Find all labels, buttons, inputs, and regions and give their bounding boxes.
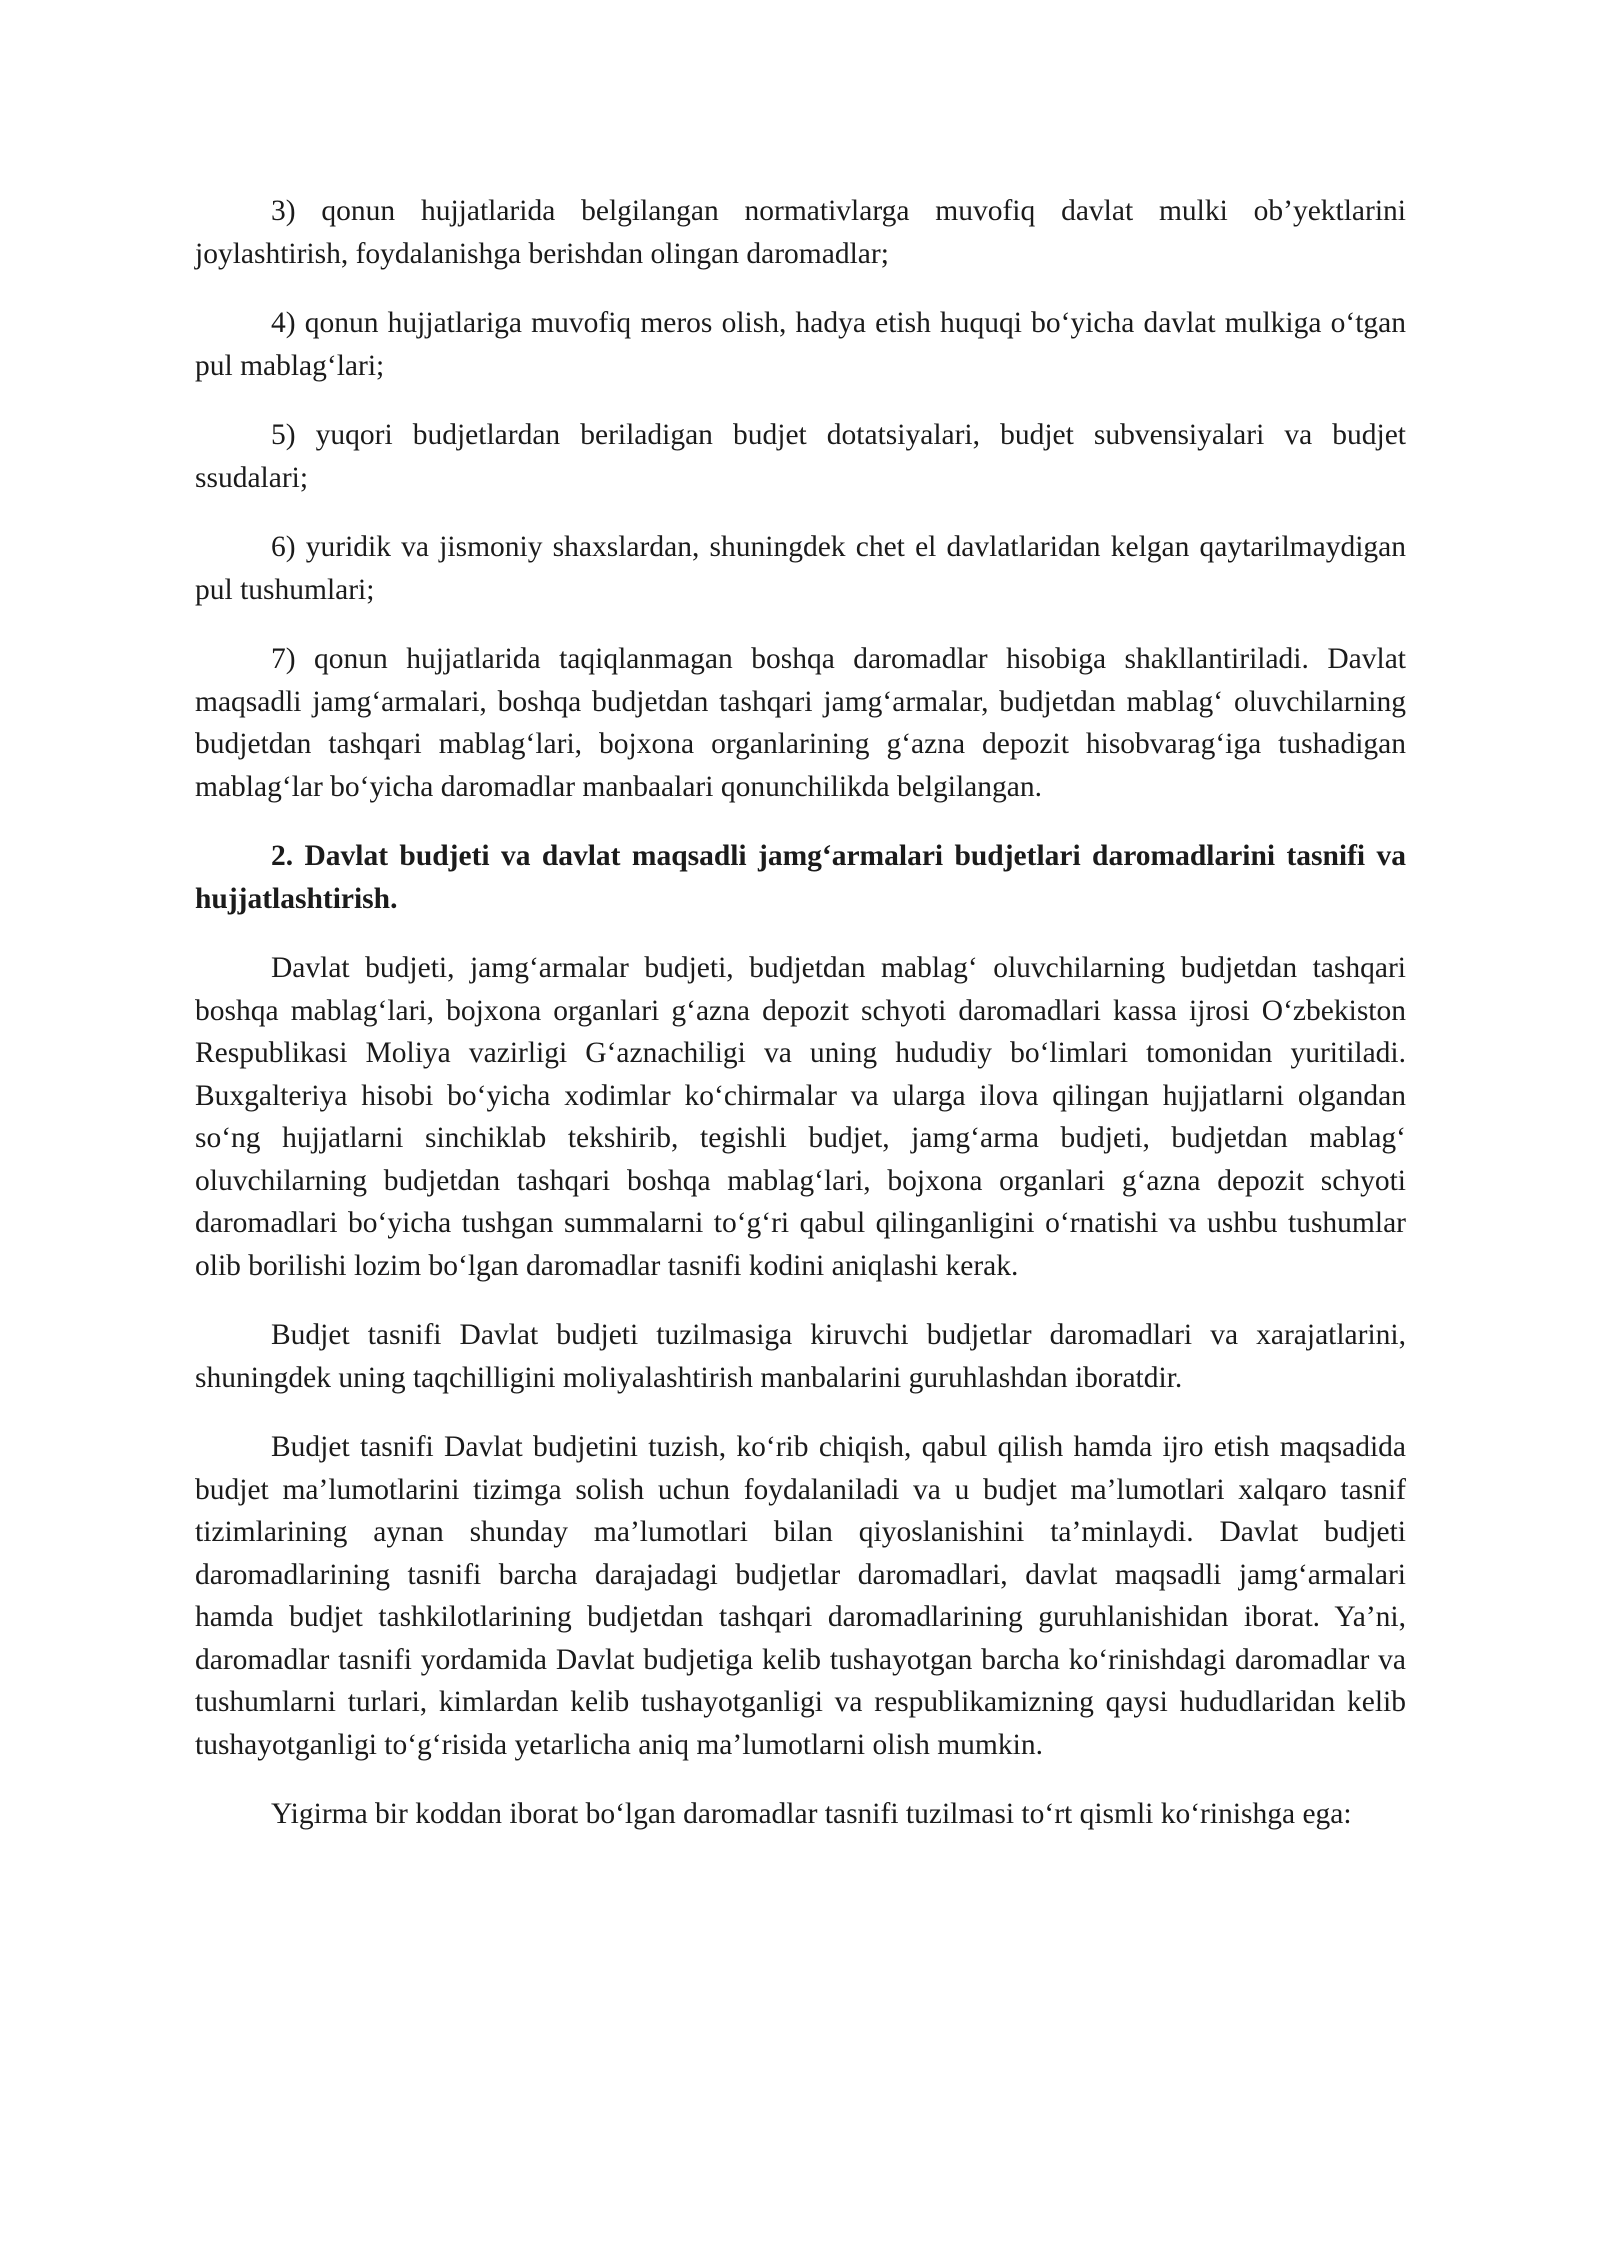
paragraph-item-5: 5) yuqori budjetlardan beriladigan budjet dotatsiyalari, budjet subvensiyalari va budjet ssudalari;	[195, 419, 1406, 494]
section-heading: 2. Davlat budjeti va davlat maqsadli jamg‘armalari budjetlari daromadlarini tasnifi va hujjatlashtirish.	[195, 840, 1406, 915]
document-body	[195, 190, 1406, 1863]
paragraph-treasury-execution: Davlat budjeti, jamg‘armalar budjeti, budjetdan mablag‘ oluvchilarning budjetdan tashqari boshqa mablag‘lari, bojxona organlari g‘azna depozit schyoti daromadlari kassa ijrosi O‘zbekiston Respublikasi Moliya vazirligi G‘aznachiligi va uning hududiy bo‘limlari tomonidan yuritiladi. Buxgalteriya hisobi bo‘yicha xodimlar ko‘chirmalar va ularga ilova qilingan hujjatlarni olgandan so‘ng hujjatlarni sinchiklab tekshirib, tegishli budjet, jamg‘arma budjeti, budjetdan mablag‘ oluvchilarning budjetdan tashqari boshqa mablag‘lari, bojxona organlari g‘azna depozit schyoti daromadlari bo‘yicha tushgan summalarni to‘g‘ri qabul qilinganligini o‘rnatishi va ushbu tushumlar olib borilishi lozim bo‘lgan daromadlar tasnifi kodini aniqlashi kerak.	[195, 952, 1406, 1282]
paragraph-item-4: 4) qonun hujjatlariga muvofiq meros olish, hadya etish huquqi bo‘yicha davlat mulkiga o‘tgan pul mablag‘lari;	[195, 307, 1406, 382]
paragraph-item-3: 3) qonun hujjatlarida belgilangan normativlarga muvofiq davlat mulki ob’yektlarini joylashtirish, foydalanishga berishdan olingan daromadlar;	[195, 195, 1406, 270]
paragraph-item-7: 7) qonun hujjatlarida taqiqlanmagan boshqa daromadlar hisobiga shakllantiriladi. Davlat maqsadli jamg‘armalari, boshqa budjetdan tashqari jamg‘armalar, budjetdan mablag‘ oluvchilarning budjetdan tashqari mablag‘lari, bojxona organlarining g‘azna depozit hisobvarag‘iga tushadigan mablag‘lar bo‘yicha daromadlar manbaalari qonunchilikda belgilangan.	[195, 643, 1406, 803]
paragraph-budget-classification-definition: Budjet tasnifi Davlat budjeti tuzilmasiga kiruvchi budjetlar daromadlari va xarajatlarini, shuningdek uning taqchilligini moliyalashtirish manbalarini guruhlashdan iboratdir.	[195, 1319, 1406, 1394]
paragraph-item-6: 6) yuridik va jismoniy shaxslardan, shuningdek chet el davlatlaridan kelgan qaytarilmaydigan pul tushumlari;	[195, 531, 1406, 606]
paragraph-budget-classification-purpose: Budjet tasnifi Davlat budjetini tuzish, ko‘rib chiqish, qabul qilish hamda ijro etish maqsadida budjet ma’lumotlarini tizimga solish uchun foydalaniladi va u budjet ma’lumotlari xalqaro tasnif tizimlarining aynan shunday ma’lumotlari bilan qiyoslanishini ta’minlaydi. Davlat budjeti daromadlarining tasnifi barcha darajadagi budjetlar daromadlari, davlat maqsadli jamg‘armalari hamda budjet tashkilotlarining budjetdan tashqari daromadlarining guruhlanishidan iborat. Ya’ni, daromadlar tasnifi yordamida Davlat budjetiga kelib tushayotgan barcha ko‘rinishdagi daromadlar va tushumlarni turlari, kimlardan kelib tushayotganligi va respublikamizning qaysi hududlaridan kelib tushayotganligi to‘g‘risida yetarlicha aniq ma’lumotlarni olish mumkin.	[195, 1431, 1406, 1761]
paragraph-classification-structure: Yigirma bir koddan iborat bo‘lgan daromadlar tasnifi tuzilmasi to‘rt qismli ko‘rinishga ega:	[271, 1798, 1352, 1830]
